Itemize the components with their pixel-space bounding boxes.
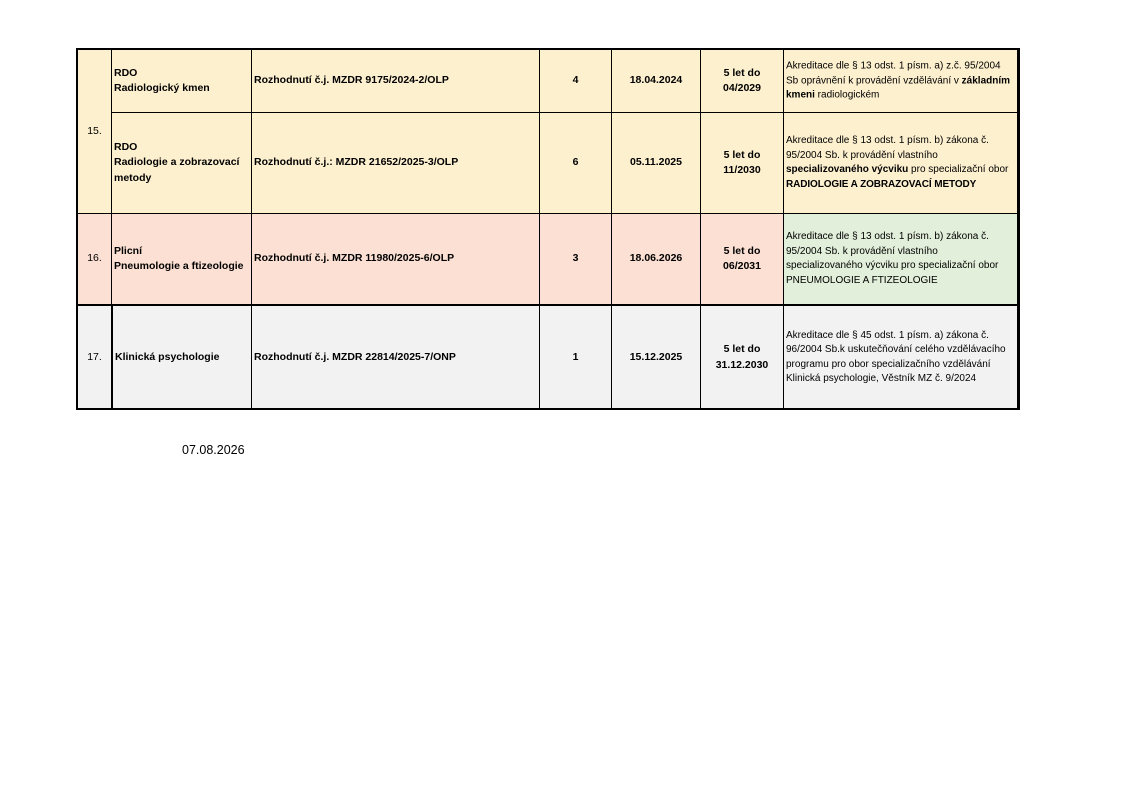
field-name: Klinická psychologie [115, 350, 220, 363]
note-text [786, 59, 1015, 103]
note-part: Akreditace dle § 13 odst. 1 písm. b) zákona č. 95/2004 Sb. k provádění vlastního [786, 135, 989, 161]
row-number-text: 15. [87, 124, 102, 137]
validity-until: 06/2031 [723, 260, 761, 272]
date-text: 05.11.2025 [630, 156, 682, 169]
count-text: 4 [572, 74, 579, 87]
field-abbrev: RDO [114, 66, 138, 79]
validity-cell [701, 113, 784, 214]
validity-label: 5 let do [723, 343, 761, 356]
row-number [78, 214, 112, 305]
date-cell [612, 306, 701, 410]
table-row [76, 50, 1020, 137]
field-name: Radiologie a zobrazovací metody [114, 156, 240, 184]
count-text: 1 [572, 350, 579, 363]
footer-date: 07.08.2026 [182, 443, 245, 457]
decision-cell [252, 113, 540, 214]
decision-cell [252, 306, 540, 410]
note-bold: základním kmeni [786, 74, 1011, 101]
validity-cell [701, 50, 784, 113]
note-text: Akreditace dle § 45 odst. 1 písm. a) zákona č. 96/2004 Sb.k uskutečňování celého vzdělávacího programu pro obor specializačního vzdělávání Klinická psychologie, Věstník MZ č. 9/2024 [786, 329, 1006, 384]
decision-text: Rozhodnutí č.j.: MZDR 21652/2025-3/OLP [254, 156, 459, 169]
table-row [76, 306, 1020, 410]
validity-until: 11/2030 [723, 164, 761, 176]
note-part: pro specializační obor [908, 164, 1009, 175]
note-cell [784, 50, 1018, 113]
field-name: Pneumologie a ftizeologie [114, 260, 244, 272]
date-cell [612, 113, 701, 214]
decision-text: Rozhodnutí č.j. MZDR 11980/2025-6/OLP [254, 252, 455, 265]
decision-text: Rozhodnutí č.j. MZDR 9175/2024-2/OLP [254, 74, 449, 87]
table-row [76, 113, 1020, 214]
note-text: Akreditace dle § 13 odst. 1 písm. b) zákona č. 95/2004 Sb. k provádění vlastního specializovaného výcviku pro specializační obor PNEUMOLOGIE A FTIZEOLOGIE [786, 231, 999, 286]
count-cell [540, 113, 612, 214]
field-cell [112, 306, 252, 410]
validity-label: 5 let do [723, 148, 761, 161]
count-text: 6 [572, 156, 579, 169]
note-part: radiologickém [814, 89, 880, 101]
table-bottom-border-thick [112, 408, 540, 410]
date-cell [612, 50, 701, 113]
validity-cell [701, 214, 784, 305]
row-number-text: 16. [87, 252, 102, 265]
note-cell [784, 214, 1018, 305]
validity-cell [701, 306, 784, 410]
count-cell [540, 306, 612, 410]
decision-text: Rozhodnutí č.j. MZDR 22814/2025-7/ONP [254, 350, 456, 363]
row-number [78, 306, 112, 410]
note-cell [784, 306, 1018, 410]
table-row [76, 214, 1020, 305]
note-cell [784, 113, 1018, 214]
field-abbrev: Plicní [114, 244, 143, 257]
note-text [786, 134, 1015, 192]
validity-until: 04/2029 [723, 82, 761, 94]
validity-label: 5 let do [723, 66, 761, 79]
validity-label: 5 let do [723, 244, 761, 257]
decision-cell [252, 214, 540, 305]
count-cell [540, 50, 612, 113]
validity-until: 31.12.2030 [715, 358, 769, 371]
date-text: 18.04.2024 [629, 74, 683, 87]
date-text: 18.06.2026 [629, 252, 683, 265]
field-abbrev: RDO [114, 141, 138, 154]
decision-cell [252, 50, 540, 113]
field-cell [112, 50, 252, 113]
date-cell [612, 214, 701, 305]
note-part: Akreditace dle § 13 odst. 1 písm. a) z.č. 95/2004 Sb oprávnění k provádění vzdělávání v [786, 60, 1001, 86]
row-number-text: 17. [87, 350, 102, 363]
field-name: Radiologický kmen [114, 82, 210, 94]
count-cell [540, 214, 612, 305]
date-text: 15.12.2025 [629, 350, 683, 363]
note-bold: specializovaného výcviku [786, 164, 909, 175]
count-text: 3 [572, 252, 579, 265]
note-bold: RADIOLOGIE A ZOBRAZOVACÍ METODY [786, 178, 977, 190]
field-cell [112, 113, 252, 214]
field-cell [112, 214, 252, 305]
